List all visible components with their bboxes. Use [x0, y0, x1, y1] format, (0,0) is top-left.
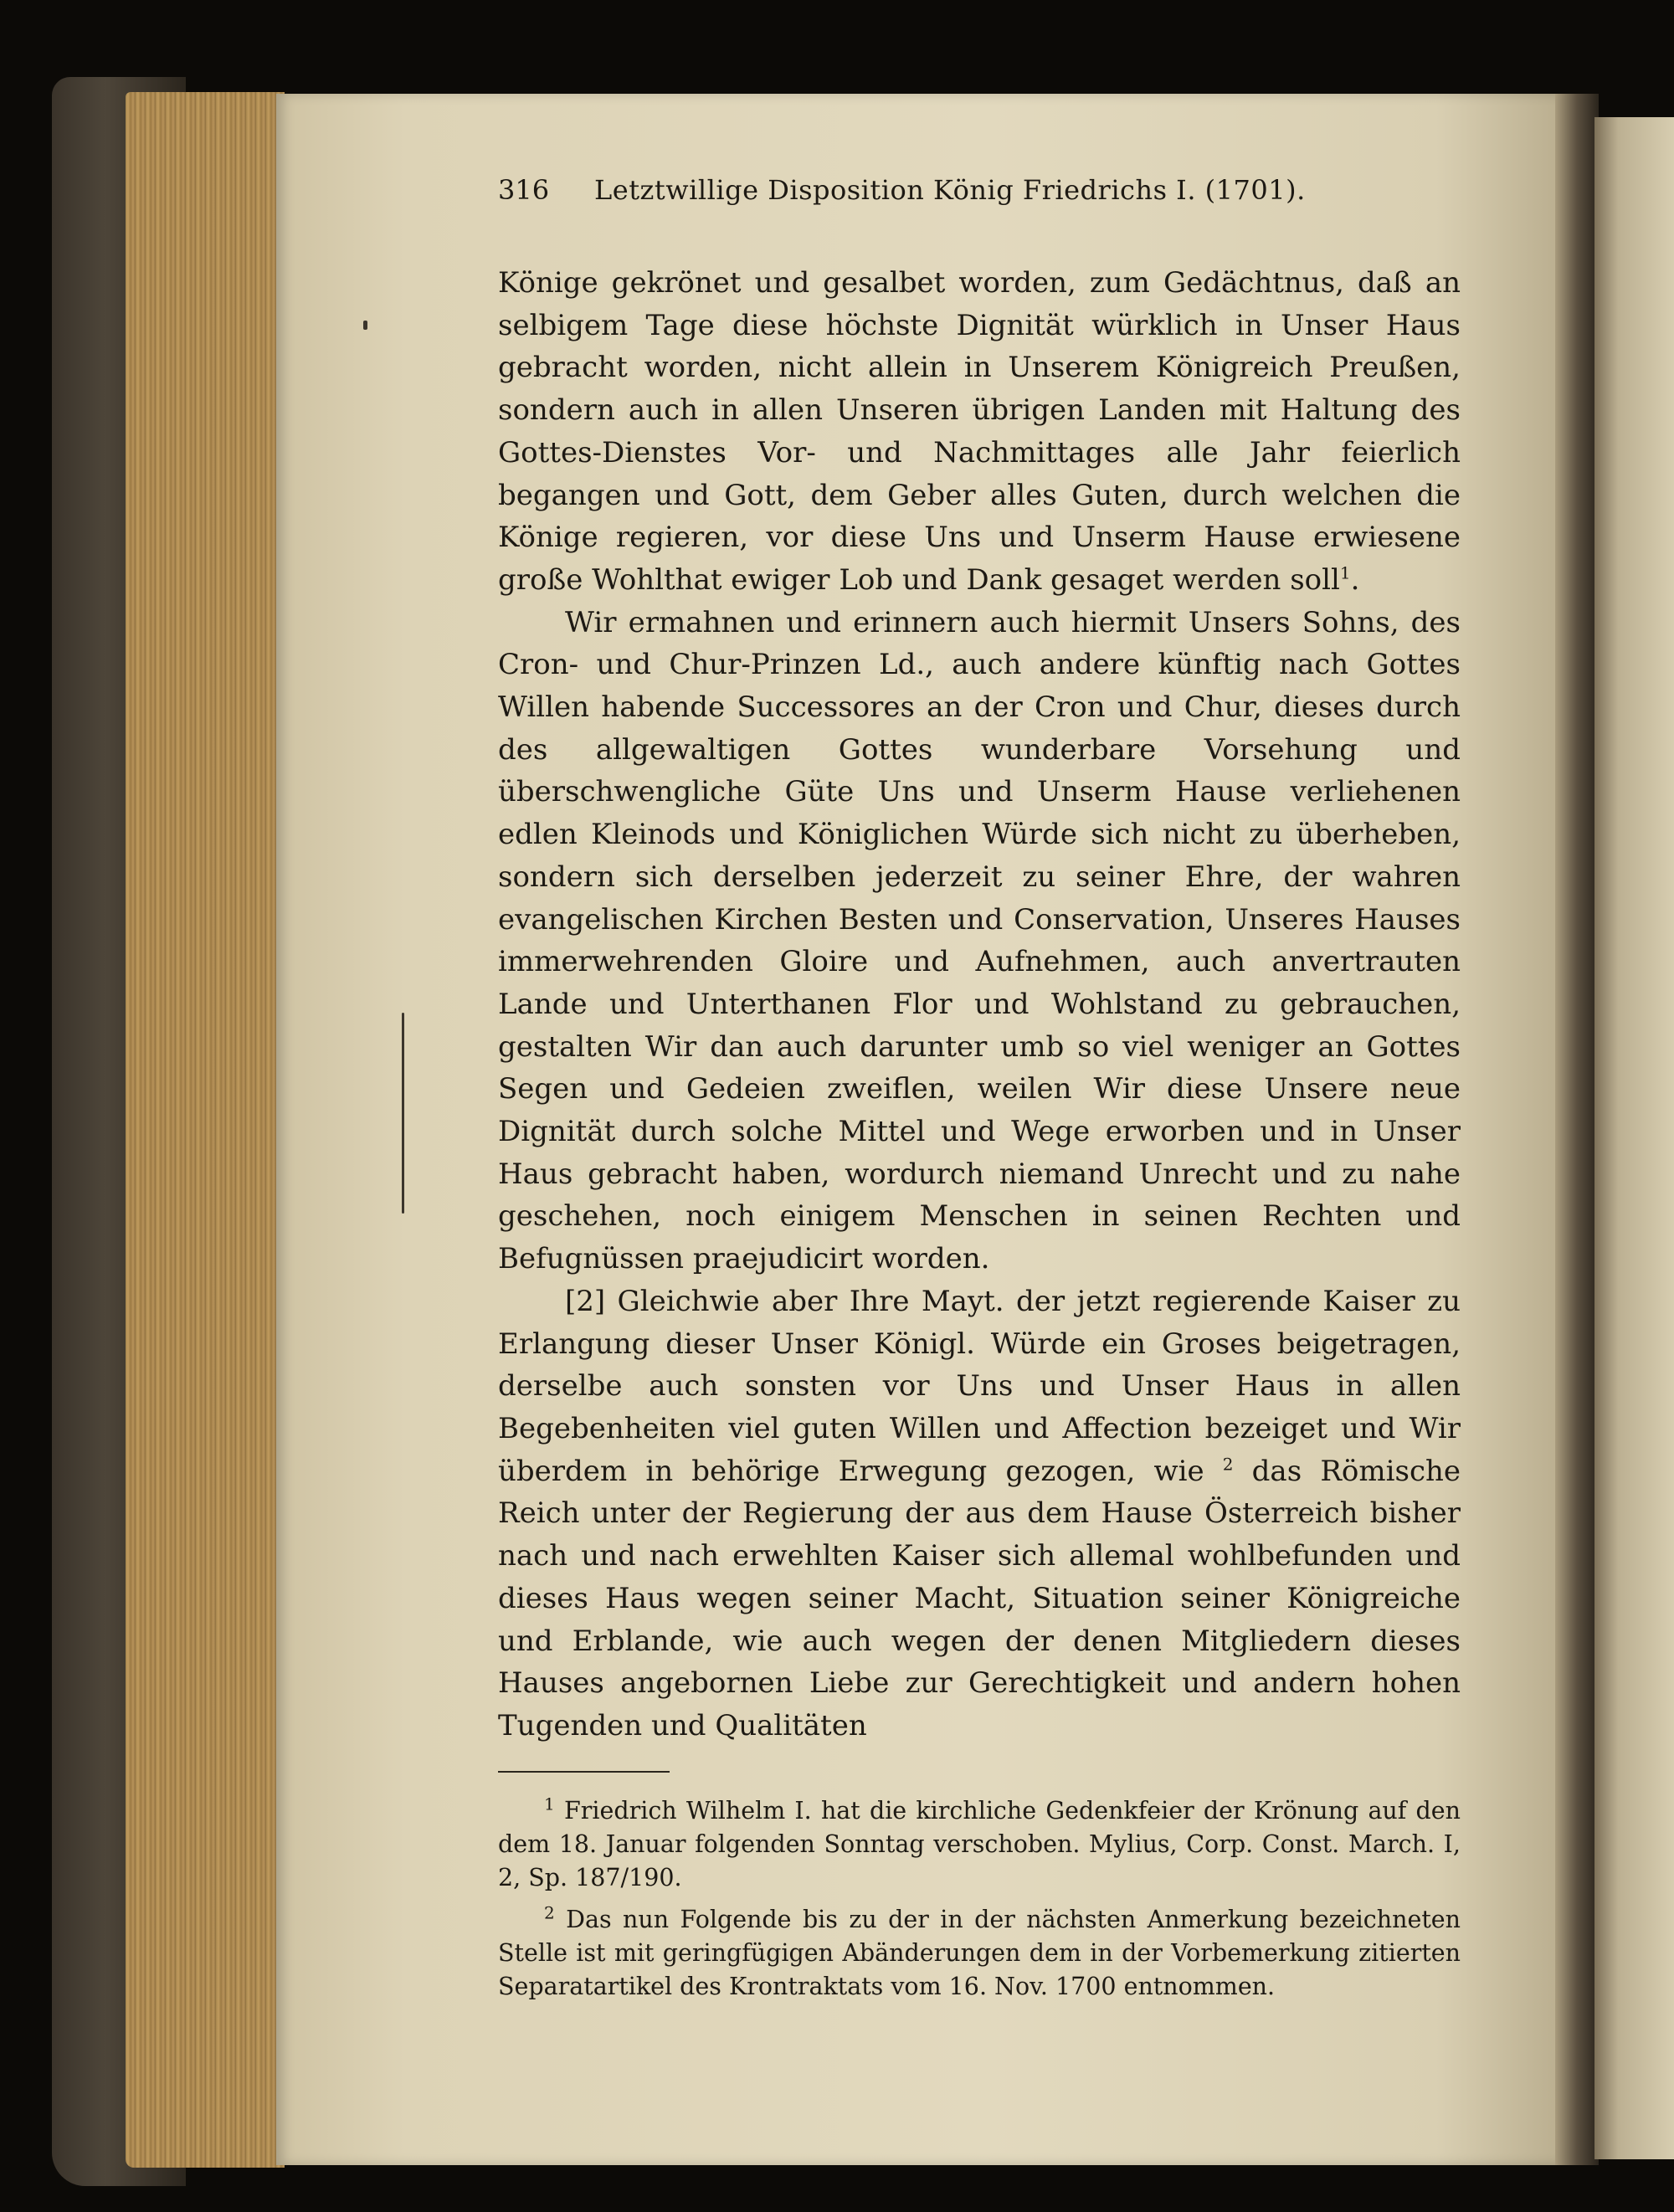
footnote-2: [498, 1903, 1461, 2004]
margin-ink-mark: [363, 321, 367, 330]
paragraph-3-text-after: das Römische Reich unter der Regierung der aus dem Hause Österreich bisher nach und nach erwehlten Kaiser sich allemal wohlbefunden und dieses Haus wegen seiner Macht, Situation seiner Königreiche und Erblande, wie auch wegen der denen Mitgliedern dieses Hauses angebornen Liebe zur Gerechtigkeit und andern hohen Tugenden und Qualitäten: [498, 1454, 1461, 1742]
footnote-2-text: Das nun Folgende bis zu der in der nächsten Anmerkung bezeichneten Stelle ist mit geringfügigen Abänderungen dem in der Vorbemerkung zitierten Separatartikel des Krontraktats vom 16. Nov. 1700 entnommen.: [498, 1905, 1461, 2000]
paragraph-2-text: Wir ermahnen und erinnern auch hiermit Unsers Sohns, des Cron- und Chur-Prinzen Ld., auch andere künftig nach Gottes Willen habende Successores an der Cron und Chur, dieses durch des allgewaltigen Gottes wunderbare Vorsehung und überschwengliche Güte Uns und Unserm Hause verliehenen edlen Kleinods und Königlichen Würde sich nicht zu überheben, sondern sich derselben jederzeit zu seiner Ehre, der wahren evangelischen Kirchen Besten und Conservation, Unseres Hauses immerwehrenden Gloire und Aufnehmen, auch anvertrauten Lande und Unterthanen Flor und Wohlstand zu gebrauchen, gestalten Wir dan auch darunter umb so viel weniger an Gottes Segen und Gedeien zweiflen, weilen Wir diese Unsere neue Dignität durch solche Mittel und Wege erworben und in Unser Haus gebracht haben, wordurch niemand Unrecht und zu nahe geschehen, noch einigem Menschen in seinen Rechten und Befugnüssen praejudicirt worden.: [498, 605, 1461, 1276]
footnote-ref-2[interactable]: 2: [1222, 1454, 1234, 1475]
paragraph-1-text: Könige gekrönet und gesalbet worden, zum Gedächtnus, daß an selbigem Tage diese höchste Dignität würklich in Unser Haus gebracht worden, nicht allein in Unserem Königreich Preußen, sondern auch in allen Unseren übrigen Landen mit Haltung des Gottes-Dienstes Vor- und Nachmittages alle Jahr feierlich begangen und Gott, dem Geber alles Guten, durch welchen die Könige regieren, vor diese Uns und Unserm Hause erwiesene große Wohlthat ewiger Lob und Dank gesaget werden soll: [498, 266, 1461, 597]
text-block: [498, 172, 1461, 2012]
paragraph-1-tail: .: [1350, 562, 1360, 597]
footnote-2-marker: 2: [544, 1902, 555, 1923]
page-header: [498, 172, 1461, 208]
footnote-divider: [498, 1771, 670, 1773]
footnote-1-text: Friedrich Wilhelm I. hat die kirchliche Gedenkfeier der Krönung auf den dem 18. Januar folgenden Sonntag verschoben. Mylius, Corp. Const. March. I, 2, Sp. 187/190.: [498, 1796, 1461, 1891]
page-number: 316: [498, 174, 550, 206]
footnote-1-marker: 1: [544, 1794, 555, 1814]
margin-pencil-line: [402, 1013, 404, 1214]
book-gutter: [1555, 94, 1599, 2165]
running-title: Letztwillige Disposition König Friedrichs I. (1701).: [594, 174, 1306, 206]
paragraph-3: [498, 1280, 1461, 1748]
paragraph-1: [498, 262, 1461, 602]
facing-page-edge: [1594, 117, 1674, 2159]
page-edges: [126, 92, 285, 2168]
footnote-1: [498, 1794, 1461, 1895]
paragraph-3-text-before: [2] Gleichwie aber Ihre Mayt. der jetzt regierende Kaiser zu Erlangung dieser Unser Königl. Würde ein Groses beigetragen, derselbe auch sonsten vor Uns und Unser Haus in allen Begebenheiten viel guten Willen und Affection bezeiget und Wir überdem in behörige Erwegung gezogen, wie: [498, 1284, 1461, 1488]
footnote-ref-1[interactable]: 1: [1339, 562, 1351, 583]
paragraph-2: [498, 602, 1461, 1280]
